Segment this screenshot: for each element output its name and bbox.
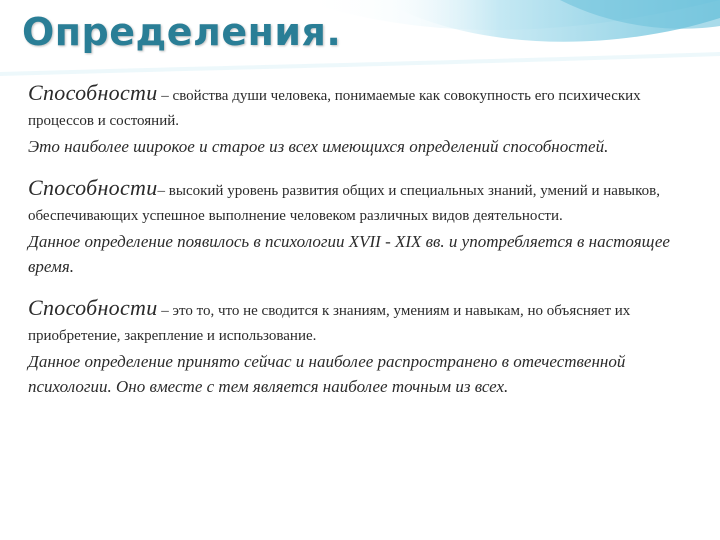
term-2: Способности — [28, 175, 158, 200]
definitions-list — [28, 80, 698, 399]
definition-block-3 — [28, 295, 698, 399]
definition-note-2: Данное определение появилось в психологии XVII - XIX вв. и употребляется в настоящее время. — [28, 232, 670, 276]
definition-body-1: – свойства души человека, понимаемые как совокупность его психических процессов и состояний. — [28, 88, 641, 129]
slide-title: Определения. — [22, 10, 342, 54]
definition-note-3: Данное определение принято сейчас и наиболее распространено в отечественной психологии. Оно вместе с тем является наиболее точным из всех. — [28, 352, 626, 396]
definition-body-3: – это то, что не сводится к знаниям, умениям и навыкам, но объясняет их приобретение, закрепление и использование. — [28, 303, 631, 344]
definition-note-1: Это наиболее широкое и старое из всех имеющихся определений способностей. — [28, 137, 609, 156]
definition-block-1 — [28, 80, 698, 159]
term-3: Способности — [28, 295, 158, 320]
definition-block-2 — [28, 175, 698, 279]
definition-body-2: – высокий уровень развития общих и специальных знаний, умений и навыков, обеспечивающих успешное выполнение человеком различных видов деятельности. — [28, 183, 660, 224]
term-1: Способности — [28, 80, 158, 105]
definition-text-3 — [28, 295, 698, 349]
definition-text-1 — [28, 80, 698, 134]
definition-text-2 — [28, 175, 698, 229]
